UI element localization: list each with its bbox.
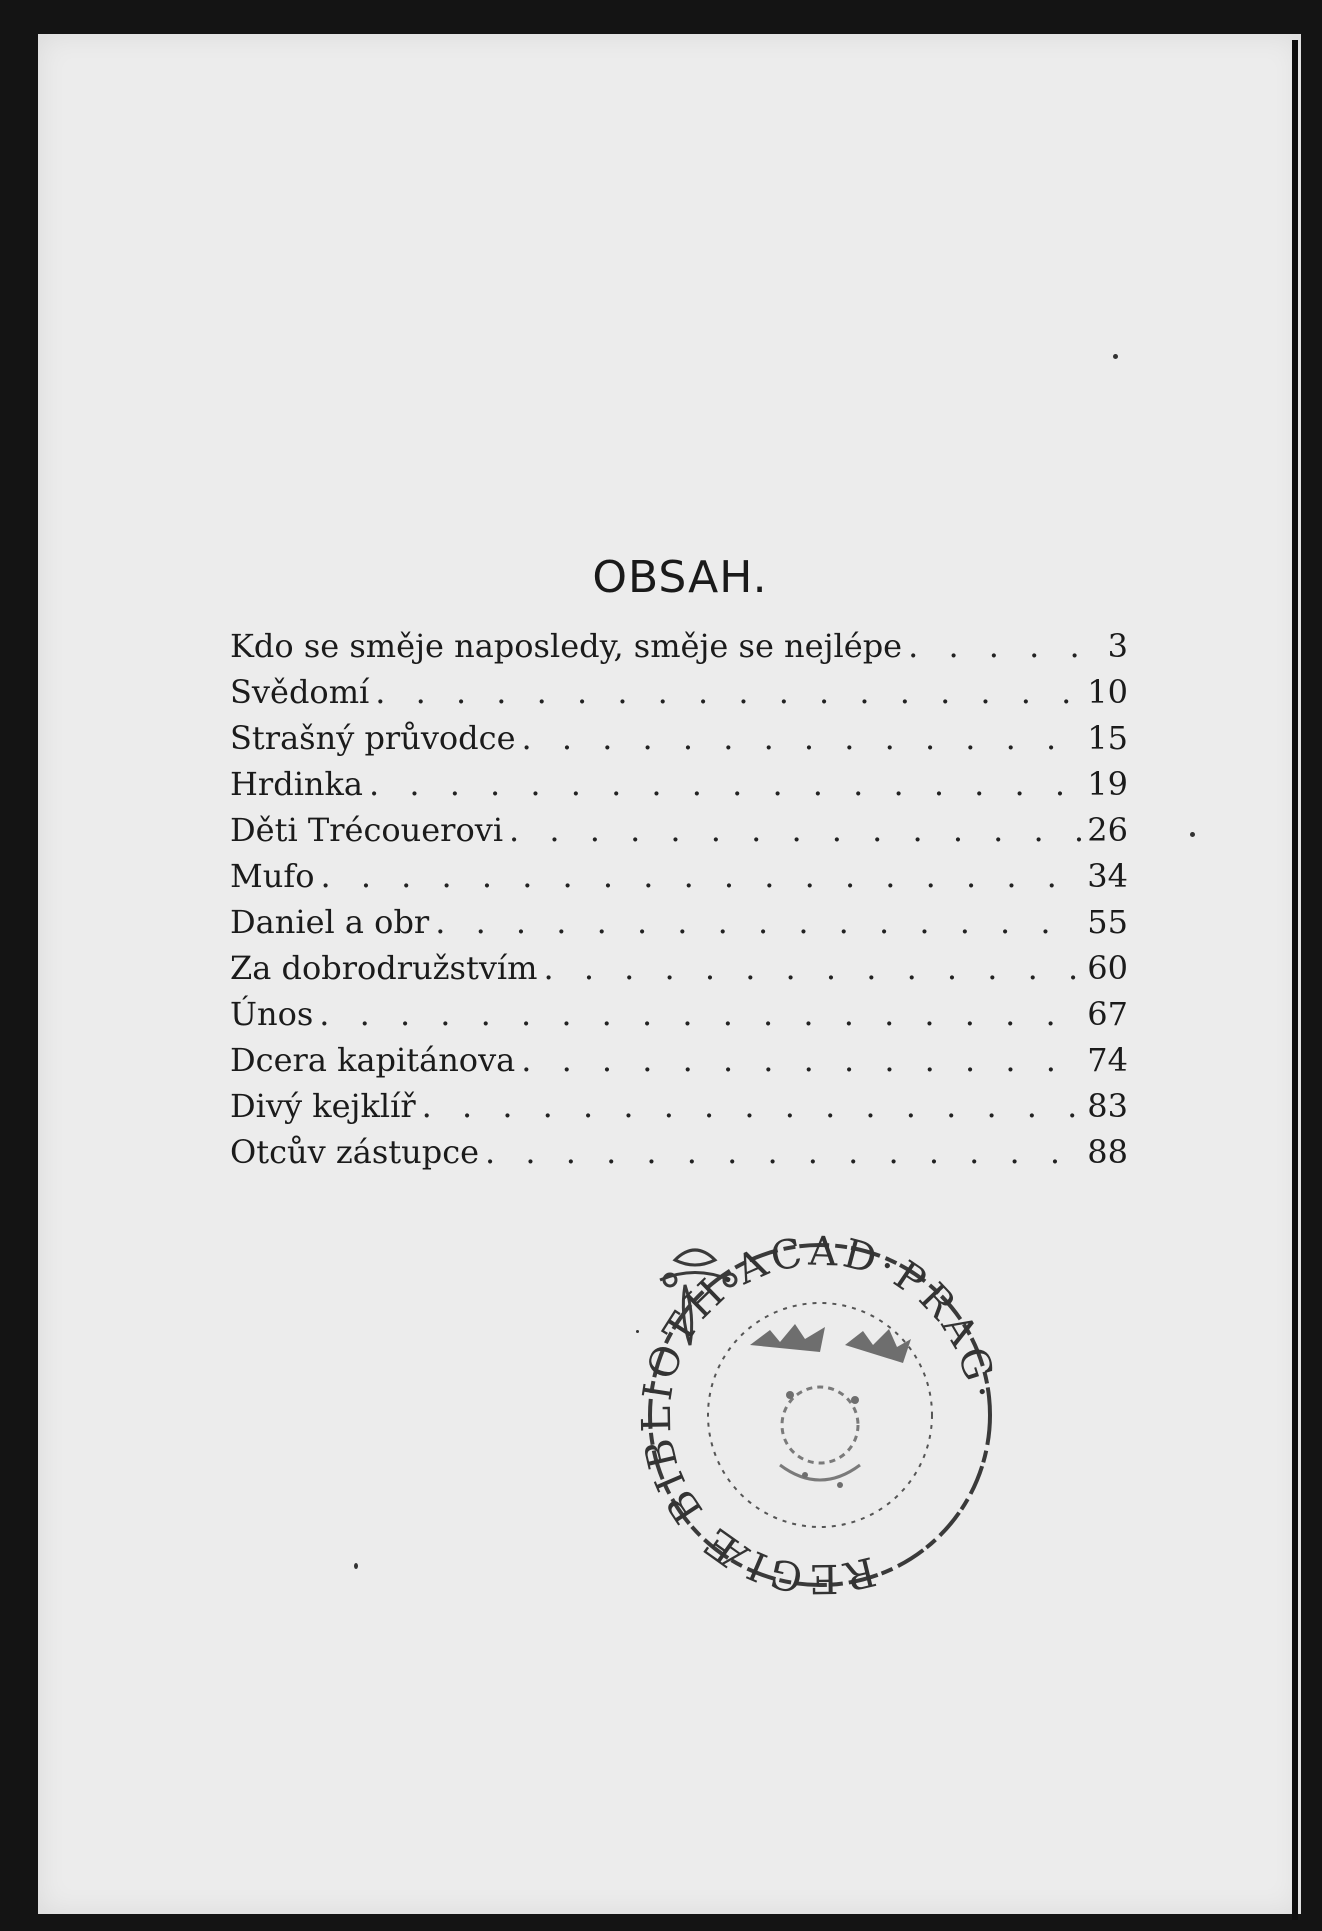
paper-speck [354,1563,358,1569]
toc-entry [230,857,1128,903]
toc-entry-page: 55 [1087,903,1128,941]
toc-leader-dots [543,949,1081,987]
toc-leader-dots [369,765,1081,803]
toc-leader-dots [422,1087,1082,1125]
toc-leader-dots [522,719,1082,757]
toc-entry-title: Hrdinka [230,765,363,803]
toc-leader-dots [435,903,1081,941]
toc-entry [230,1041,1128,1087]
toc-entry [230,765,1128,811]
toc-leader-dots [485,1133,1081,1171]
toc-entry-page: 26 [1087,811,1128,849]
page-title: OBSAH. [592,552,768,603]
toc-entry [230,811,1128,857]
toc-leader-dots [509,811,1081,849]
toc-entry-page: 10 [1087,673,1128,711]
toc-entry [230,1087,1128,1133]
toc-entry [230,949,1128,995]
toc-entry-title: Strašný průvodce [230,719,516,757]
toc-entry-title: Kdo se směje naposledy, směje se nejlépe [230,627,903,665]
paper-speck [1113,354,1118,359]
toc-entry-title: Děti Trécouerovi [230,811,504,849]
toc-leader-dots [319,995,1081,1033]
toc-entry-title: Divý kejklíř [230,1087,416,1125]
toc-entry-page: 67 [1087,995,1128,1033]
toc-leader-dots [320,857,1081,895]
toc-entry-page: 34 [1087,857,1128,895]
page-edge [1292,40,1298,1920]
toc-entry-page: 60 [1087,949,1128,987]
stamp-crest-icon [750,1324,911,1488]
toc-entry [230,627,1128,673]
toc-entry [230,903,1128,949]
toc-entry-page: 19 [1087,765,1128,803]
toc-entry-title: Dcera kapitánova [230,1041,516,1079]
toc-entry-page: 3 [1107,627,1128,665]
table-of-contents [230,627,1128,1179]
library-stamp [630,1225,1010,1605]
toc-leader-dots [375,673,1081,711]
toc-entry [230,719,1128,765]
paper-speck [1190,832,1195,837]
toc-entry [230,995,1128,1041]
toc-entry-title: Otcův zástupce [230,1133,480,1171]
toc-entry-title: Mufo [230,857,315,895]
toc-leader-dots [908,627,1086,665]
toc-entry-page: 88 [1087,1133,1128,1171]
toc-entry [230,1133,1128,1179]
toc-entry-title: Daniel a obr [230,903,430,941]
toc-entry-page: 15 [1087,719,1128,757]
toc-entry-title: Svědomí [230,673,370,711]
stamp-text: REGIÆ BIBLIOTH·ACAD·PRAG· [633,1228,1006,1602]
paper-speck [636,1330,639,1333]
toc-entry-page: 83 [1087,1087,1128,1125]
toc-entry-title: Únos [230,995,314,1033]
toc-entry [230,673,1128,719]
toc-entry-title: Za dobrodružstvím [230,949,538,987]
toc-entry-page: 74 [1087,1041,1128,1079]
toc-leader-dots [521,1041,1081,1079]
